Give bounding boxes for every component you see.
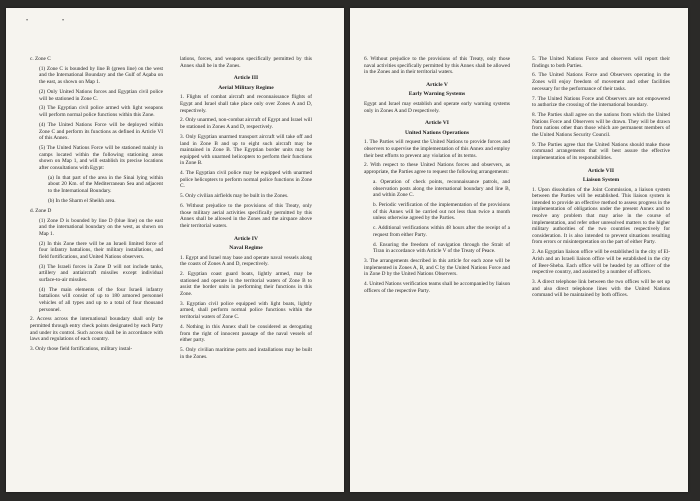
- article-heading: Early Warning Systems: [408, 91, 466, 98]
- left-page-column-2: [180, 56, 312, 486]
- paragraph: 2. Only unarmed, non-combat aircraft of Egypt and Israel will be stationed in Zones A and D, respectively.: [180, 117, 312, 131]
- paragraph: 3. The arrangements described in this article for each zone will be implemented in Zones A, B, and C by the United Nations Force and in Zone D by the United Nations Observers.: [364, 258, 510, 278]
- paragraph: 7. The United Nations Force and Observers are not empowered to authorize the crossing of the international boundary.: [532, 95, 670, 109]
- paragraph: d. Ensuring the freedom of navigation through the Strait of Tiran in accordance with Article V of the Treaty of Peace.: [373, 241, 510, 255]
- paragraph: (1) Zone C is bounded by line B (green line) on the west and the International Boundary and the Gulf of Aqaba on the east, as shown on Map 1.: [39, 65, 163, 86]
- paragraph: 6. The United Nations Force and Observers operating in the Zones will enjoy freedom of movement and other facilities necessary for the performance of their tasks.: [532, 72, 670, 92]
- paragraph: 9. The Parties agree that the United Nations should make those command arrangements that will best assure the effective implementation of its responsibilities.: [532, 141, 670, 161]
- paragraph: (4) The main elements of the four Israeli infantry battalions will consist of up to 180 armored personnel vehicles of all types and up to a total of four thousand personnel.: [39, 286, 163, 313]
- right-page-column-1: [364, 56, 510, 486]
- paragraph: 2. With respect to these United Nations forces and observers, as appropriate, the Parties agree to request the following arrangements:: [364, 162, 510, 176]
- paragraph: 2. Access across the international boundary shall only be permitted through entry check points designated by each Party and under its control. Such access shall be in accordance with laws and regulations of each country.: [30, 316, 163, 343]
- paragraph: lations, forces, and weapons specifically permitted by this Annex shall be in the Zones.: [180, 56, 312, 69]
- paragraph: 4. The Egyptian civil police may be equipped with unarmed police helicopters to perform normal police functions in Zone C.: [180, 170, 312, 190]
- paragraph: a. Operation of check points, reconnaissance patrols, and observation posts along the international boundary and line B, and within Zone C.: [373, 178, 510, 199]
- article-heading: Aerial Military Regime: [218, 84, 274, 91]
- paragraph: (a) In that part of the area in the Sinai lying within about 20 Km. of the Mediterranean Sea and adjacent to the International Boundary.: [48, 174, 163, 194]
- paragraph: 1. Upon dissolution of the Joint Commission, a liaison system between the Parties will be established. This liaison system is intended to provide an effective method to assess progress in the implementation of obligations under the present Annex and to resolve any problem that may arise in the course of implementation, and refer other unresolved matters to the higher military authorities of the two countries respectively for consideration. It is also intended to prevent situations resulting from errors or misinterpretation on the part of either Party.: [532, 186, 670, 246]
- paragraph: 3. Only Egyptian unarmed transport aircraft will take off and land in Zone B and up to eight such aircraft may be maintained in Zone B. The Egyptian border units may be equipped with unarmed helicopters to perform their functions in Zone B.: [180, 133, 312, 167]
- article-heading: Article VII: [587, 167, 615, 174]
- paragraph: d. Zone D: [30, 207, 52, 214]
- article-heading: Article III: [233, 75, 259, 82]
- paragraph: 2. An Egyptian liaison office will be established in the city of El-Arish and an Israeli liaison office will be established in the city of Beer-Sheba. Each office will be headed by an officer of the respective country, and assisted by a number of officers.: [532, 249, 670, 276]
- paragraph: (2) In this Zone there will be an Israeli limited force of four infantry battalions, their military installations, and field fortifications, and United Nations observers.: [39, 240, 163, 260]
- paragraph: 3. Egyptian civil police equipped with light boats, lightly armed, shall perform normal police functions within the territorial waters of Zone C.: [180, 300, 312, 321]
- article-heading: Liaison System: [582, 177, 620, 184]
- paragraph: (1) Zone D is bounded by line D (blue line) on the east and the international boundary on the west, as shown on Map 1.: [39, 217, 163, 237]
- right-page-column-2: [532, 56, 670, 486]
- paragraph: 3. A direct telephone link between the two offices will be set up and also direct telephone lines with the United Nations command will be maintained by both offices.: [532, 279, 670, 299]
- paragraph: 3. Only those field fortifications, military instal-: [30, 346, 133, 353]
- paragraph: Egypt and Israel may establish and operate early warning systems only in Zones A and D respectively.: [364, 100, 510, 114]
- article-heading: Article IV: [233, 235, 259, 242]
- paragraph: 1. The Parties will request the United Nations to provide forces and observers to supervise the implementation of this Annex and employ their best efforts to prevent any violation of its terms.: [364, 139, 510, 159]
- page-mark: •: [26, 18, 29, 24]
- paragraph: c. Zone C: [30, 56, 51, 62]
- paragraph: (3) The Egyptian civil police armed with light weapons will perform normal police functions within this Zone.: [39, 105, 163, 119]
- paragraph: 6. Without prejudice to the provisions of this Treaty, only those military aerial activities specifically permitted by this Annex shall be allowed in the Zones and the airspace above their territorial waters.: [180, 203, 312, 229]
- paragraph: 4. United Nations verification teams shall be accompanied by liaison officers of the respective Party.: [364, 281, 510, 294]
- page-mark: •: [62, 18, 65, 24]
- paragraph: 1. Flights of combat aircraft and reconnaissance flights of Egypt and Israel shall take place only over Zones A and D, respectively.: [180, 94, 312, 114]
- paragraph: 8. The Parties shall agree on the nations from which the United Nations Force and Observers will be drawn. They will be drawn from nations other than those which are permanent members of the United Nations Security Council.: [532, 112, 670, 138]
- paragraph: (4) The United Nations Force will be deployed within Zone C and perform its functions as defined in Article VI of this Annex.: [39, 121, 163, 142]
- paragraph: 6. Without prejudice to the provisions of this Treaty, only those naval activities specifically permitted by this Annex shall be allowed in the Zones and in their territorial waters.: [364, 56, 510, 76]
- article-heading: Article VI: [425, 120, 449, 127]
- paragraph: 5. Only civilian maritime ports and installations may be built in the Zones.: [180, 347, 312, 360]
- article-heading: United Nations Operations: [404, 129, 470, 136]
- paragraph: b. Periodic verification of the implementation of the provisions of this Annex will be carried out not less than twice a month unless otherwise agreed by the Parties.: [373, 201, 510, 222]
- left-page-column-1: [30, 56, 163, 486]
- right-page: [350, 8, 688, 492]
- paragraph: 5. Only civilian airfields may be built in the Zones.: [180, 193, 289, 200]
- left-page: [6, 8, 344, 492]
- paragraph: (b) In the Sharm el Sheikh area.: [48, 197, 116, 204]
- paragraph: 4. Nothing in this Annex shall be considered as derogating from the right of innocent passage of the naval vessels of either party.: [180, 323, 312, 344]
- paragraph: (2) Only United Nations forces and Egyptian civil police will be stationed in Zone C.: [39, 88, 163, 102]
- paragraph: c. Additional verifications within 48 hours after the receipt of a request from either Party.: [373, 225, 510, 238]
- paragraph: 2. Egyptian coast guard boats, lightly armed, may be stationed and operate in the territorial waters of Zone B to assist the border units in performing their functions in this Zone.: [180, 271, 312, 297]
- paragraph: (5) The United Nations Force will be stationed mainly in camps located within the following stationing areas shown on Map 1, and will establish its precise locations after consultations with Egypt:: [39, 145, 163, 171]
- article-heading: Article V: [426, 81, 448, 88]
- article-heading: Naval Regime: [229, 245, 263, 252]
- paragraph: (3) The Israeli forces in Zone D will not include tanks, artillery and antiaircraft missiles except individual surface-to-air missiles.: [39, 263, 163, 283]
- paragraph: 1. Egypt and Israel may base and operate naval vessels along the coasts of Zones A and D, respectively.: [180, 254, 312, 268]
- paragraph: 5. The United Nations Force and observers will report their findings to both Parties.: [532, 56, 670, 69]
